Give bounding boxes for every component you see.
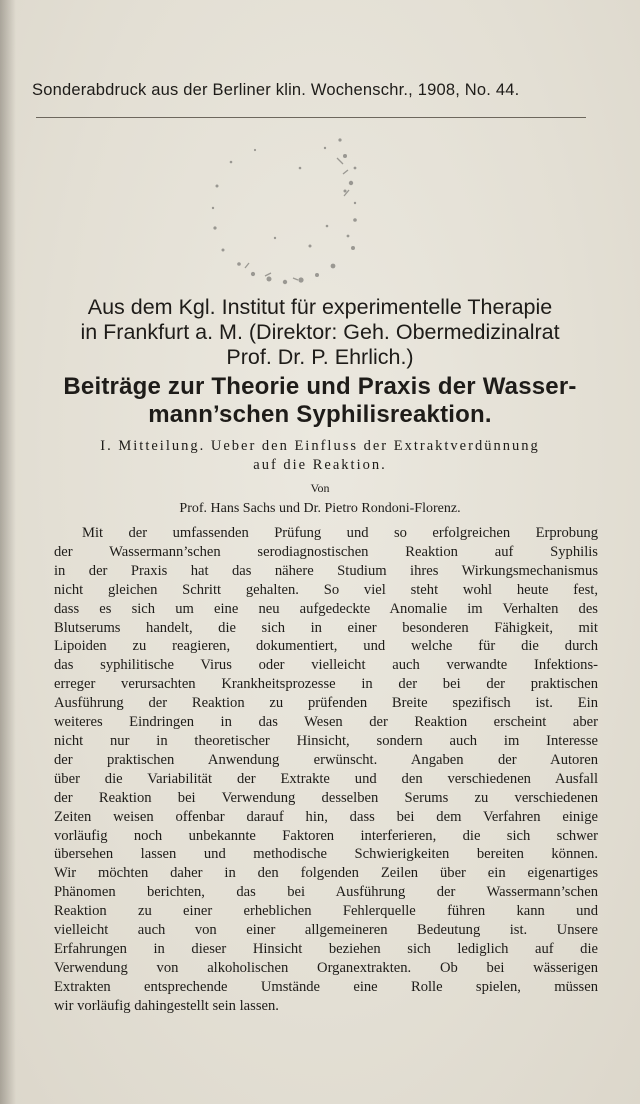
body-line: Ausführung der Reaktion zu prüfenden Breite spezifisch ist. Ein bbox=[54, 695, 598, 712]
body-line: wir vorläufig dahingestellt sein lassen. bbox=[54, 997, 279, 1014]
body-line: in der Praxis hat das nähere Studium ihres Wirkungsmechanismus bbox=[54, 562, 598, 579]
body-line: weiteres Eindringen in das Wesen der Reaktion erscheint aber bbox=[54, 714, 598, 731]
subtitle-line-2: auf die Reaktion. bbox=[253, 457, 387, 473]
body-line: der praktischen Anwendung erwünscht. Angaben der Autoren bbox=[54, 751, 598, 768]
body-line: der Wassermann’schen serodiagnostischen Reaktion auf Syphilis bbox=[54, 543, 598, 560]
subtitle-line-1: I. Mitteilung. Ueber den Einfluss der Extraktverdünnung bbox=[100, 438, 540, 454]
institute-line-2: in Frankfurt a. M. (Direktor: Geh. Obermedizinalrat bbox=[80, 320, 560, 344]
body-line: Mit der umfassenden Prüfung und so erfolgreichen Erprobung bbox=[82, 525, 598, 541]
body-line: Verwendung von alkoholischen Organextrakten. Ob bei wässerigen bbox=[54, 959, 598, 976]
body-line: Reaktion zu einer erheblichen Fehlerquelle führen kann und bbox=[54, 903, 598, 920]
body-line: Phänomen berichten, das bei Ausführung der Wassermann’schen bbox=[54, 884, 598, 901]
page-edge-shadow bbox=[0, 0, 16, 1104]
body-line: Zeiten weisen offenbar darauf hin, dass bei dem Verfahren einige bbox=[54, 808, 598, 825]
body-line: nicht gleichen Schritt gehalten. So viel steht wohl heute fest, bbox=[54, 581, 598, 598]
institute-line-1: Aus dem Kgl. Institut für experimentelle Therapie bbox=[87, 295, 553, 319]
stamp-seal-icon bbox=[205, 128, 360, 288]
article-title-line-2: mann’schen Syphilisreaktion. bbox=[148, 401, 492, 428]
body-line: Extrakten entsprechende Umstände eine Rolle spielen, müssen bbox=[54, 978, 598, 995]
body-line: dass es sich um eine neu aufgedeckte Anomalie im Verhalten des bbox=[54, 600, 598, 617]
body-line: erreger verursachten Krankheitsprozesse in der bei der praktischen bbox=[54, 676, 598, 693]
header-rule bbox=[36, 117, 586, 118]
body-line: Erfahrungen in dieser Hinsicht beziehen sich lediglich auf die bbox=[54, 940, 598, 957]
body-line: vielleicht auch von einer allgemeineren Bedeutung ist. Unsere bbox=[54, 922, 598, 939]
body-line: nicht nur in theoretischer Hinsicht, sondern auch im Interesse bbox=[54, 732, 598, 749]
body-text bbox=[54, 524, 598, 1016]
authors: Prof. Hans Sachs und Dr. Pietro Rondoni-Florenz. bbox=[179, 501, 461, 516]
article-title-line-1: Beiträge zur Theorie und Praxis der Wasser- bbox=[63, 373, 577, 400]
body-line: Wir möchten daher in den folgenden Zeilen über ein eigenartiges bbox=[54, 865, 598, 882]
offprint-header: Sonderabdruck aus der Berliner klin. Wochenschr., 1908, No. 44. bbox=[32, 81, 520, 99]
body-line: vorläufig noch unbekannte Faktoren interferieren, die sich schwer bbox=[54, 827, 598, 844]
body-line: Lipoiden zu reagieren, dokumentiert, und welche für die durch bbox=[54, 638, 598, 655]
institute-line-3: Prof. Dr. P. Ehrlich.) bbox=[226, 345, 414, 369]
body-line: das syphilitische Virus oder vielleicht auch verwandte Infektions- bbox=[54, 657, 598, 674]
body-line: der Reaktion bei Verwendung desselben Serums zu verschiedenen bbox=[54, 789, 598, 806]
body-line: über die Variabilität der Extrakte und den verschiedenen Ausfall bbox=[54, 770, 598, 787]
body-line: übersehen lassen und methodische Schwierigkeiten bereiten können. bbox=[54, 846, 598, 863]
byline-von: Von bbox=[310, 481, 330, 495]
body-line: Blutserums handelt, die sich in einer besonderen Fähigkeit, mit bbox=[54, 619, 598, 636]
